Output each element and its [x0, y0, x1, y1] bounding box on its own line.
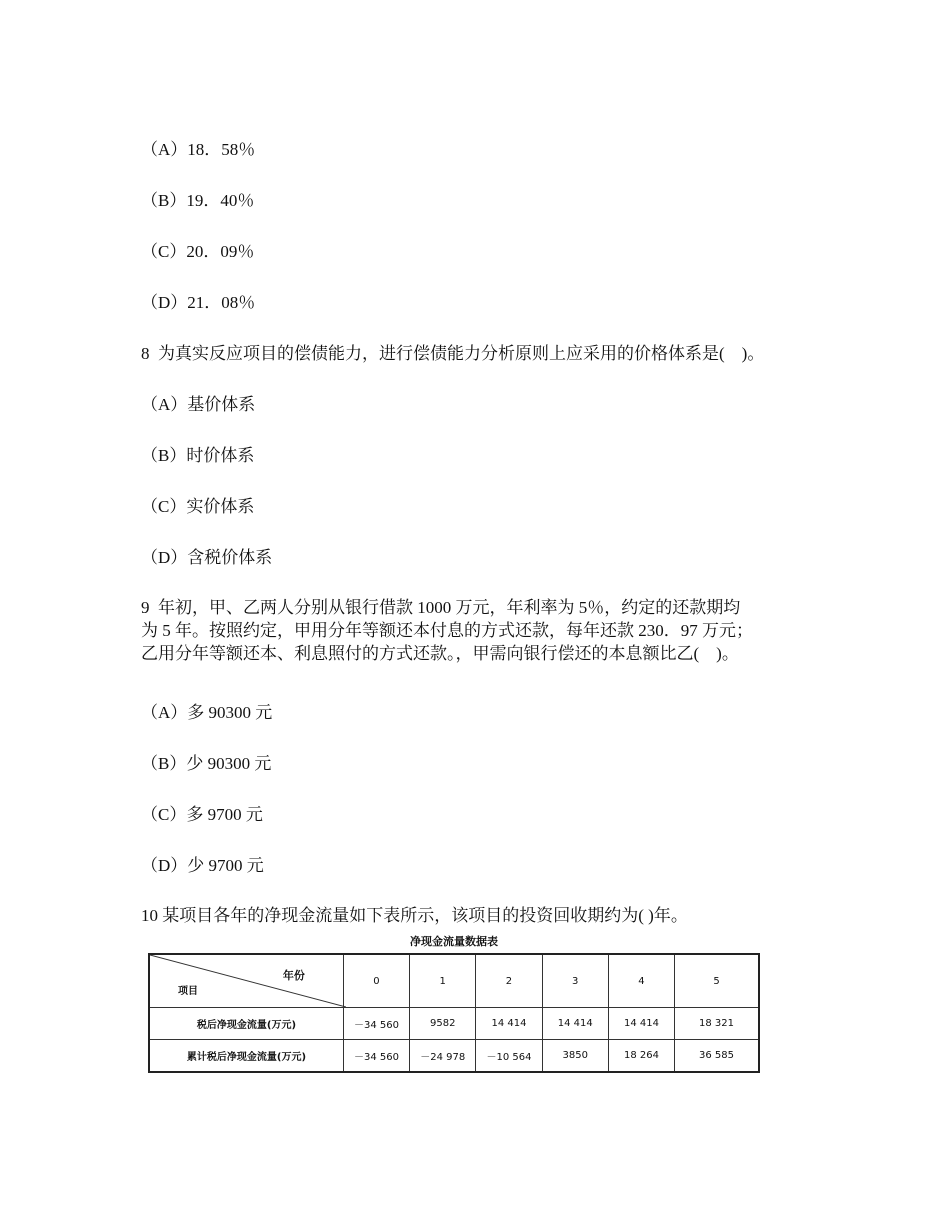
table-cell: 36 585 — [675, 1040, 759, 1072]
q9-option-d: （D）少 9700 元 — [141, 856, 264, 875]
table-row — [149, 1040, 759, 1072]
table-cell: 9582 — [410, 1008, 476, 1040]
q7-option-d: （D）21．08％ — [141, 293, 256, 312]
table-cell: 18 321 — [675, 1008, 759, 1040]
table-cell: －24 978 — [410, 1040, 476, 1072]
year-header: 3 — [542, 954, 608, 1008]
table-cell: 14 414 — [608, 1008, 674, 1040]
corner-label-item: 项目 — [178, 986, 198, 997]
row-label: 税后净现金流量(万元) — [149, 1008, 343, 1040]
table-cell: －34 560 — [343, 1008, 409, 1040]
q8-stem: 8 为真实反应项目的偿债能力，进行偿债能力分析原则上应采用的价格体系是( )。 — [141, 344, 765, 363]
q8-option-c: （C）实价体系 — [141, 497, 255, 516]
corner-label-year: 年份 — [282, 969, 305, 982]
q7-option-b: （B）19．40％ — [141, 191, 255, 210]
q8-option-d: （D）含税价体系 — [141, 548, 273, 567]
q9-option-b: （B）少 90300 元 — [141, 754, 272, 773]
corner-diagonal — [150, 955, 346, 1007]
q9-stem-line-1: 9 年初，甲、乙两人分别从银行借款 1000 万元，年利率为 5％，约定的还款期均 — [141, 598, 741, 617]
year-header: 4 — [608, 954, 674, 1008]
q8-option-a: （A）基价体系 — [141, 395, 256, 414]
table-cell: 18 264 — [608, 1040, 674, 1072]
table-header-row — [149, 954, 759, 1008]
year-header: 0 — [343, 954, 409, 1008]
q7-option-a: （A）18．58％ — [141, 140, 256, 159]
q8-option-b: （B）时价体系 — [141, 446, 255, 465]
table-title: 净现金流量数据表 — [410, 935, 498, 948]
year-header: 2 — [476, 954, 542, 1008]
q9-option-a: （A）多 90300 元 — [141, 703, 273, 722]
q9-stem-line-2: 为 5 年。按照约定，甲用分年等额还本付息的方式还款，每年还款 230．97 万元； — [141, 621, 753, 640]
table-corner-cell — [149, 954, 343, 1008]
q9-stem — [141, 596, 821, 665]
table-cell: －10 564 — [476, 1040, 542, 1072]
table-cell: 14 414 — [542, 1008, 608, 1040]
year-header: 5 — [675, 954, 759, 1008]
q9-stem-line-3: 乙用分年等额还本、利息照付的方式还款。，甲需向银行偿还的本息额比乙( )。 — [141, 644, 739, 663]
table-cell: 14 414 — [476, 1008, 542, 1040]
table-cell: －34 560 — [343, 1040, 409, 1072]
q9-option-c: （C）多 9700 元 — [141, 805, 263, 824]
row-label: 累计税后净现金流量(万元) — [149, 1040, 343, 1072]
cash-flow-table — [148, 953, 760, 1073]
table-cell: 3850 — [542, 1040, 608, 1072]
q7-option-c: （C）20．09％ — [141, 242, 255, 261]
table-row — [149, 1008, 759, 1040]
year-header: 1 — [410, 954, 476, 1008]
q10-stem: 10 某项目各年的净现金流量如下表所示，该项目的投资回收期约为( )年。 — [141, 906, 688, 925]
